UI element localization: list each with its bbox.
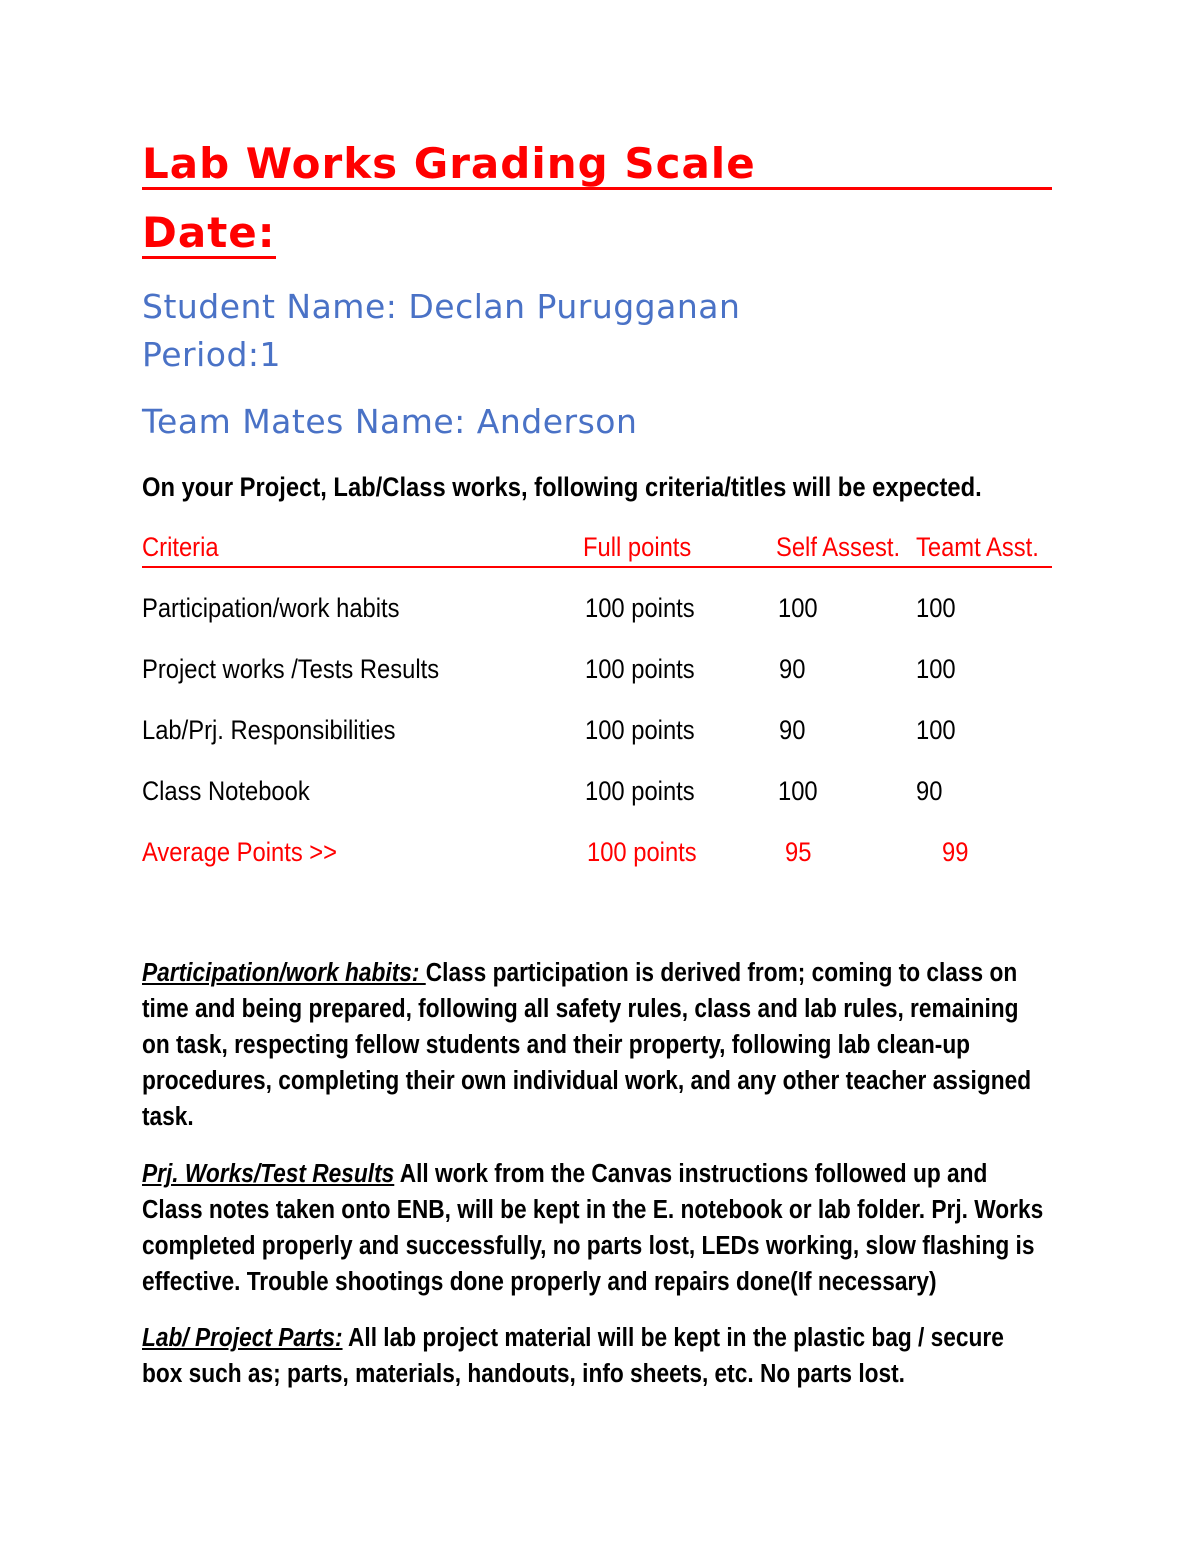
row-full-points: 100 points [585,715,695,745]
table-row [142,776,1052,808]
column-header-team-assessment: Teamt Asst. [916,532,1039,562]
table-header [142,532,1052,568]
row-criteria: Lab/Prj. Responsibilities [142,715,396,745]
average-row [142,837,1052,869]
row-criteria: Participation/work habits [142,593,400,623]
column-header-criteria: Criteria [142,532,219,562]
period-line: Period:1 [142,335,282,374]
average-team-score: 99 [942,837,969,867]
row-full-points: 100 points [585,776,695,806]
row-criteria: Class Notebook [142,776,310,806]
row-full-points: 100 points [585,654,695,684]
lab-parts-text: All lab project material will be kept in the plastic bag / secure box such as; parts, materials, handouts, info sheets, etc. No parts lost. [142,1324,1004,1388]
lab-parts-label: Lab/ Project Parts: [142,1324,343,1352]
average-label: Average Points >> [142,837,338,867]
team-mates-line: Team Mates Name: Anderson [142,402,638,441]
column-header-self-assessment: Self Assest. [776,532,901,562]
average-full-points: 100 points [587,837,697,867]
date-label: Date: [142,208,276,257]
row-self-score: 100 [778,593,818,623]
document-title: Lab Works Grading Scale [142,143,1052,190]
prj-works-description [142,1156,1050,1300]
row-criteria: Project works /Tests Results [142,654,440,684]
prj-works-text: All work from the Canvas instructions followed up and Class notes taken onto ENB, will be kept in the E. notebook or lab folder. Prj. Works completed properly and successfully, no parts lost, LEDs working, slow flashing is effective. Trouble shootings done properly and repairs done(If necessary) [142,1160,1044,1296]
participation-description [142,955,1050,1135]
row-team-score: 100 [916,654,956,684]
table-row [142,715,1052,747]
prj-works-label: Prj. Works/Test Results [142,1160,395,1188]
participation-text: Class participation is derived from; coming to class on time and being prepared, following all safety rules, class and lab rules, remaining on task, respecting fellow students and their property, following lab clean-up procedures, completing their own individual work, and any other teacher assigned task. [142,959,1032,1131]
row-team-score: 100 [916,593,956,623]
intro-text: On your Project, Lab/Class works, following criteria/titles will be expected. [142,472,982,502]
row-full-points: 100 points [585,593,695,623]
row-self-score: 90 [779,715,806,745]
row-team-score: 100 [916,715,956,745]
table-row [142,593,1052,625]
student-name-line: Student Name: Declan Purugganan [142,287,741,326]
row-self-score: 90 [779,654,806,684]
lab-parts-description [142,1320,1050,1392]
row-self-score: 100 [778,776,818,806]
participation-label: Participation/work habits: [142,959,426,987]
column-header-full-points: Full points [583,532,692,562]
average-self-score: 95 [785,837,812,867]
table-row [142,654,1052,686]
row-team-score: 90 [916,776,943,806]
